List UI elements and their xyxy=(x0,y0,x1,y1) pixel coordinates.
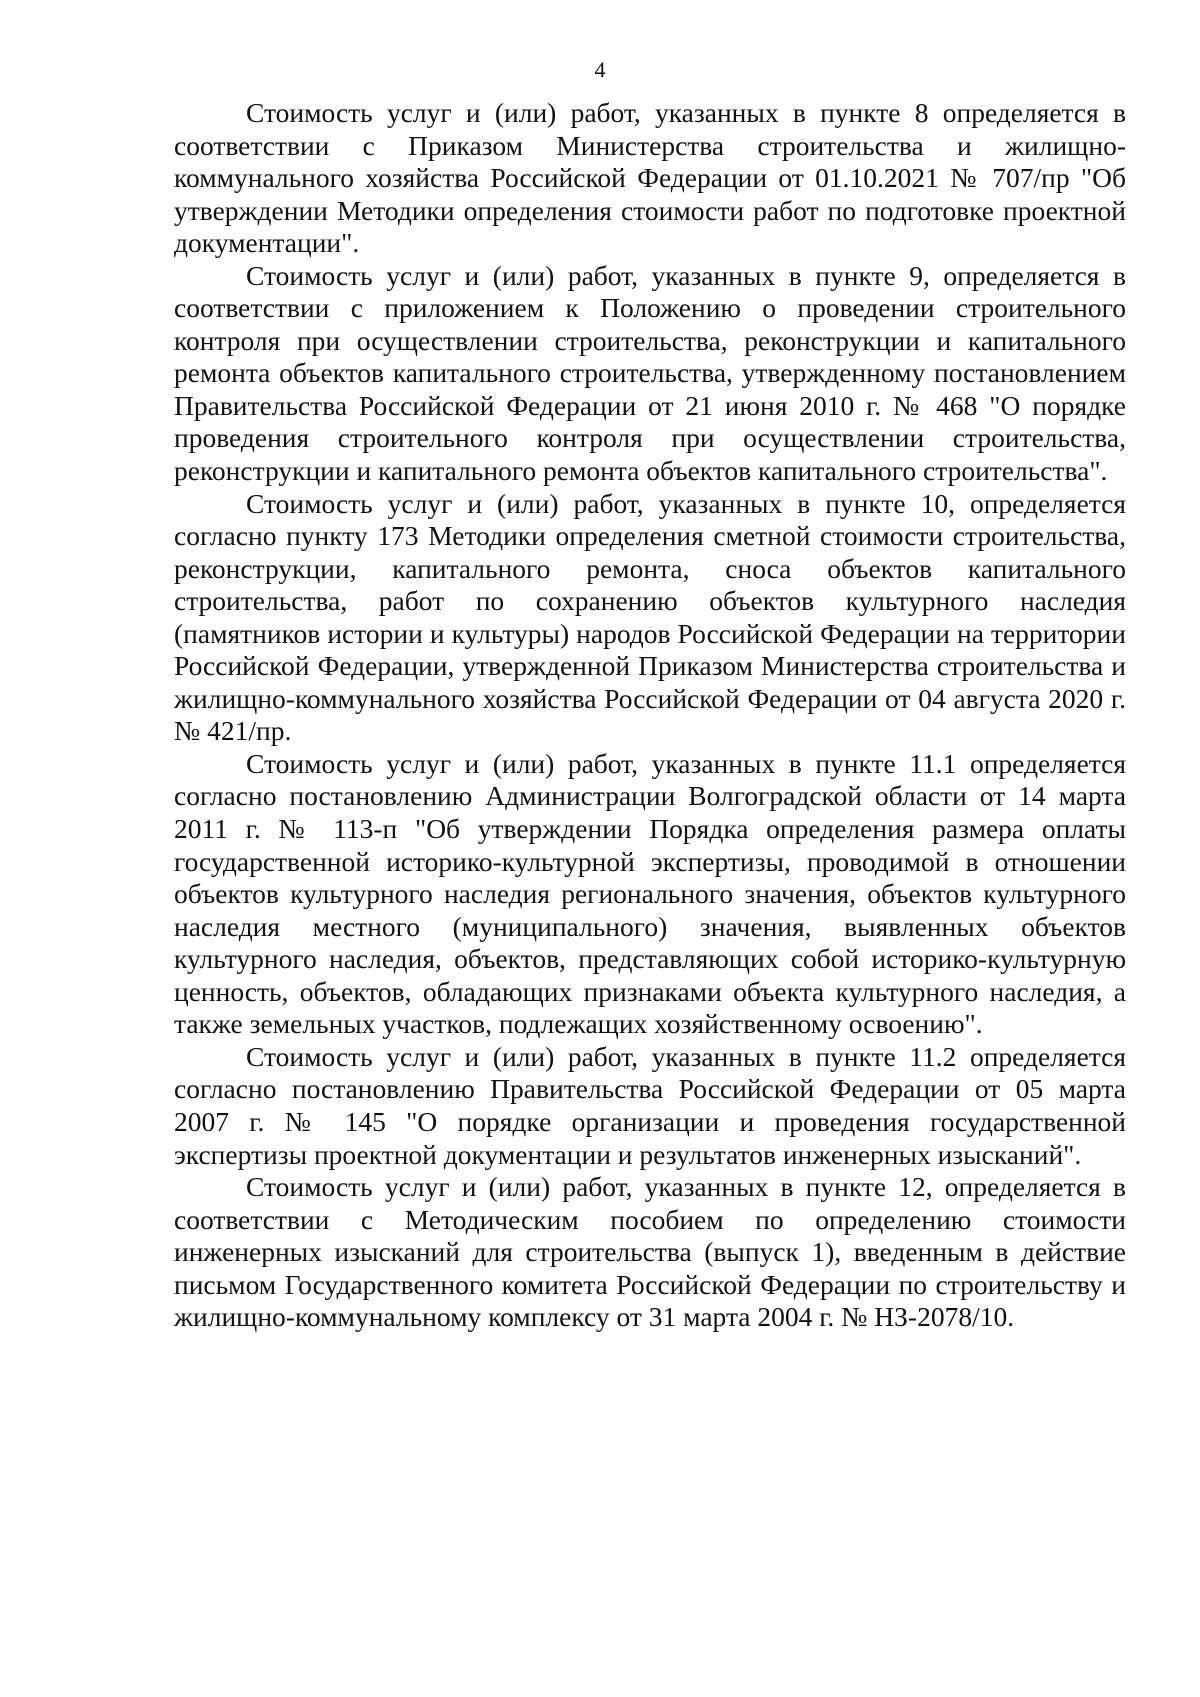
paragraph-item-11-1-cost: Стоимость услуг и (или) работ, указанных в пункте 11.1 определяется согласно постановлению Администрации Волгоградской области от 14 марта 2011 г. № 113-п "Об утверждении Порядка определения размера оплаты государственной историко-культурной экспертизы, проводимой в отношении объектов культурного наследия регионального значения, объектов культурного наследия местного (муниципального) значения, выявленных объектов культурного наследия, объектов, представляющих собой историко-культурную ценность, объектов, обладающих признаками объекта культурного наследия, а также земельных участков, подлежащих хозяйственному освоению". xyxy=(174,747,1126,1040)
document-body xyxy=(174,97,1126,1334)
paragraph-item-11-2-cost: Стоимость услуг и (или) работ, указанных в пункте 11.2 определяется согласно постановлению Правительства Российской Федерации от 05 марта 2007 г. № 145 "О порядке организации и проведения государственной экспертизы проектной документации и результатов инженерных изысканий". xyxy=(174,1040,1126,1170)
paragraph-item-8-cost: Стоимость услуг и (или) работ, указанных в пункте 8 определяется в соответствии с Приказом Министерства строительства и жилищно-коммунального хозяйства Российской Федерации от 01.10.2021 № 707/пр "Об утверждении Методики определения стоимости работ по подготовке проектной документации". xyxy=(174,97,1126,259)
paragraph-item-10-cost: Стоимость услуг и (или) работ, указанных в пункте 10, определяется согласно пункту 173 Методики определения сметной стоимости строительства, реконструкции, капитального ремонта, сноса объектов капитального строительства, работ по сохранению объектов культурного наследия (памятников истории и культуры) народов Российской Федерации на территории Российской Федерации, утвержденной Приказом Министерства строительства и жилищно-коммунального хозяйства Российской Федерации от 04 августа 2020 г. № 421/пр. xyxy=(174,487,1126,747)
page-number: 4 xyxy=(594,57,606,82)
paragraph-item-12-cost: Стоимость услуг и (или) работ, указанных в пункте 12, определяется в соответствии с Методическим пособием по определению стоимости инженерных изысканий для строительства (выпуск 1), введенным в действие письмом Государственного комитета Российской Федерации по строительству и жилищно-коммунальному комплексу от 31 марта 2004 г. № НЗ-2078/10. xyxy=(174,1171,1126,1333)
paragraph-item-9-cost: Стоимость услуг и (или) работ, указанных в пункте 9, определяется в соответствии с приложением к Положению о проведении строительного контроля при осуществлении строительства, реконструкции и капитального ремонта объектов капитального строительства, утвержденному постановлением Правительства Российской Федерации от 21 июня 2010 г. № 468 "О порядке проведения строительного контроля при осуществлении строительства, реконструкции и капитального ремонта объектов капитального строительства". xyxy=(174,259,1126,487)
